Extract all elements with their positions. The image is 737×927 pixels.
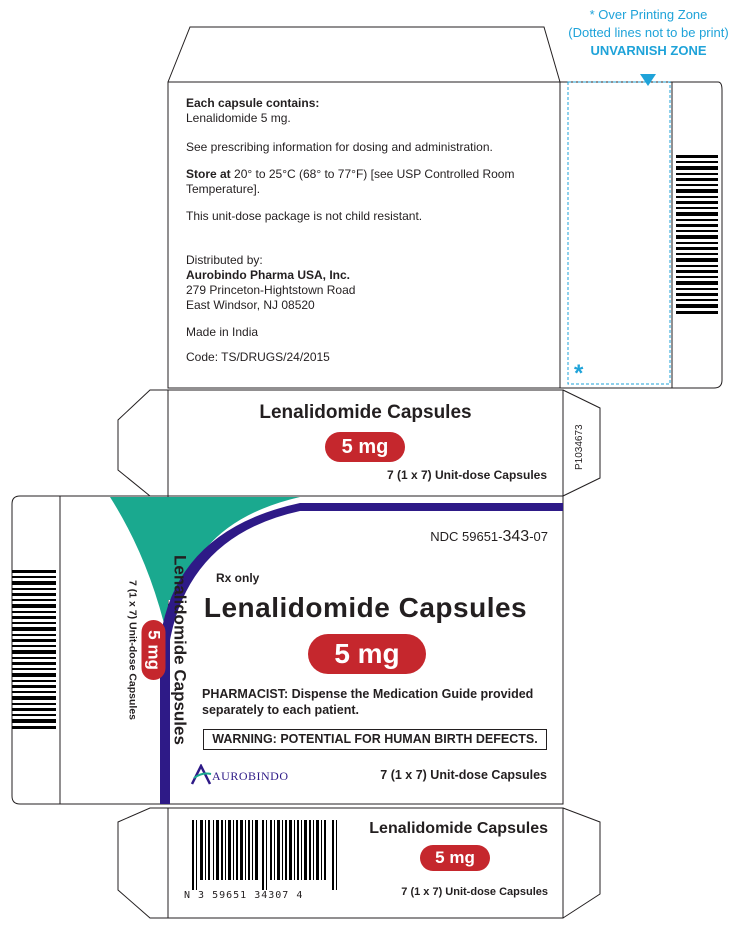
side-barcode-right	[676, 155, 718, 315]
upc-barcode	[192, 820, 342, 890]
upc-digits: N 3 59651 34307 4	[184, 890, 304, 901]
ndc-product-code: 343	[502, 528, 530, 545]
contents-text: Lenalidomide 5 mg.	[186, 111, 291, 125]
pharmacist-note	[202, 686, 533, 718]
ndc-suffix: -07	[529, 529, 548, 544]
code-text: Code: TS/DRUGS/24/2015	[186, 350, 330, 364]
front-strength-badge: 5 mg	[308, 634, 426, 674]
aurobindo-wordmark: AUROBINDO	[212, 769, 289, 783]
ndc-number	[360, 528, 548, 546]
overprint-notes	[560, 6, 737, 60]
address-line2: East Windsor, NJ 08520	[186, 298, 315, 312]
left-side-count: 7 (1 x 7) Unit-dose Capsules	[126, 579, 139, 721]
unvarnish-zone-box	[568, 82, 670, 384]
storage-range: 20° to 25°C (68° to 77°F) [see USP Controlled Room	[230, 167, 515, 181]
rx-only: Rx only	[216, 571, 260, 585]
storage-label: Store at	[186, 167, 231, 181]
address-line1: 279 Princeton-Hightstown Road	[186, 283, 356, 297]
warning-box: WARNING: POTENTIAL FOR HUMAN BIRTH DEFECTS.	[203, 729, 547, 750]
storage-text-cont: Temperature].	[186, 182, 261, 196]
top-flap-strength-badge: 5 mg	[325, 432, 405, 462]
made-in-text: Made in India	[186, 325, 259, 339]
distributed-by-label: Distributed by:	[186, 253, 263, 267]
prescribing-text: See prescribing information for dosing and administration.	[186, 140, 493, 154]
top-flap-product-name: Lenalidomide Capsules	[259, 402, 472, 423]
unvarnish-label: UNVARNISH ZONE	[590, 43, 707, 58]
overprint-line2: (Dotted lines not to be print)	[568, 25, 729, 40]
aurobindo-logo-icon	[190, 764, 212, 786]
storage-text	[186, 167, 546, 182]
bottom-flap-count: 7 (1 x 7) Unit-dose Capsules	[401, 886, 548, 898]
bottom-flap-product-name: Lenalidomide Capsules	[369, 820, 548, 837]
arrow-down-icon	[640, 74, 656, 86]
left-side-product-name: Lenalidomide Capsules	[170, 555, 190, 745]
front-product-name: Lenalidomide Capsules	[203, 592, 528, 623]
bottom-flap-strength-badge: 5 mg	[420, 845, 490, 871]
contents-heading: Each capsule contains:	[186, 96, 320, 110]
company-name: Aurobindo Pharma USA, Inc.	[186, 268, 351, 282]
pharmacist-line2: separately to each patient.	[202, 703, 360, 717]
overprint-line1: * Over Printing Zone	[589, 7, 708, 22]
ndc-prefix: NDC 59651-	[430, 529, 503, 544]
side-barcode-left	[12, 570, 56, 730]
pharmacist-line1: PHARMACIST: Dispense the Medication Guide provided	[202, 687, 534, 701]
child-resistant-text: This unit-dose package is not child resistant.	[186, 209, 423, 223]
back-panel	[186, 96, 546, 365]
top-flap-count: 7 (1 x 7) Unit-dose Capsules	[386, 468, 547, 482]
front-count: 7 (1 x 7) Unit-dose Capsules	[380, 768, 547, 782]
unvarnish-asterisk: *	[574, 360, 584, 387]
left-side-strength-badge: 5 mg	[142, 620, 166, 680]
side-product-code: P1034673	[574, 424, 585, 470]
